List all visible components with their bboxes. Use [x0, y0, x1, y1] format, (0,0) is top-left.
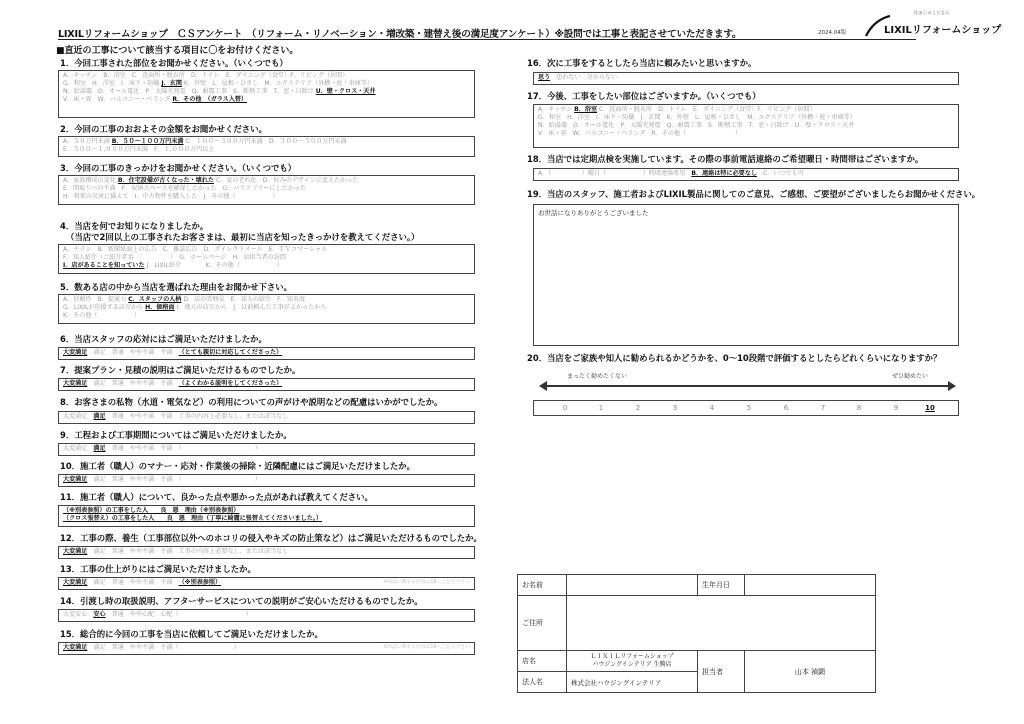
logo-tagline: 住まいのことなら [914, 10, 950, 15]
q13-comment: （※別表参照） [178, 579, 222, 586]
q9-selected[interactable]: 満足 [93, 445, 106, 452]
q1-selected-j[interactable]: J．玄関 [161, 80, 182, 87]
name-label: お名前 [518, 575, 567, 596]
q1-selected-r[interactable]: R．その他 （ガラス入替） [172, 96, 247, 103]
q13-options: 大変満足 満足 普通 やや不満 不満 （※別表参照） ※商品に関する内容は19へご記入下さい [58, 577, 475, 590]
customer-info-table [517, 574, 876, 693]
logo-text: LIXILリフォームショップ [884, 25, 1002, 36]
q5-label: 5．数ある店の中から当店を選ばれた理由をお聞かせ下さい。 [60, 282, 292, 292]
q4-options: A．チラシ B．新聞紙面上の広告 C．雑誌広告 D．ダイレクトメール E．ＴＶコマーシャル F．知人紹介（ご紹介者名 ） G．ホームページ H．店担当者の訪問 I．店があることを知っていた J．LIXIL紹介 K．その他（ ） [58, 244, 475, 274]
arrow-right-icon [948, 381, 956, 391]
q8-label: 8．お客さまの私物（水道・電気など）の利用についての声がけや説明などの配慮はいかがでしたか。 [60, 397, 443, 407]
q17-label: 17．今後、工事をしたい部位はございますか。（いくつでも） [527, 91, 761, 101]
q10-options: 大変満足 満足 普通 やや不満 不満 （ ） [58, 474, 475, 487]
q6-selected[interactable]: 大変満足 [63, 349, 88, 356]
q15-options: 大変満足 満足 普通 やや不満 不満（ ） ※商品に関する内容は19へご記入下さい [58, 642, 475, 655]
q18-options: A．（ ）曜日（ ）時頃連絡希望 B．連絡は特に必要なし C．いつでも可 [533, 168, 959, 181]
q2-options: A．５０万円未満 B．５０～１００万円未満 C．１００～３００万円未満 D．３００～５００万円未満 E．５００～１,０００万円未満 F．１,０００万円以上 [58, 136, 475, 157]
q6-options: 大変満足 満足 普通 やや不満 不満 （とても親切に対応してくださった） [58, 347, 475, 360]
shop-name: ＬＩＸＩＬリフォームショップ ハウジングインテリア 生駒店 [567, 651, 698, 672]
q11-row-2: （クロス張替え）の工事をした人 良 悪 理由（丁寧に綺麗に張替えてくださいました。） [63, 515, 322, 522]
scale-left-label: まったく勧めたくない [567, 373, 628, 380]
q13-label: 13．工事の仕上がりにはご満足いただけましたか。 [60, 564, 256, 574]
birth-field[interactable] [745, 575, 876, 596]
q7-options: 大変満足 満足 普通 やや不満 不満 （よくわかる説明をしてくださった） [58, 378, 475, 391]
q19-comment-text: お世話になりありがとうございました [538, 209, 649, 217]
q11-row-1: （※別表参照）の工事をした人 良 悪 理由（※別表参照） [63, 507, 240, 514]
corp-label: 法人名 [518, 672, 567, 693]
q16-selected[interactable]: 思う [538, 74, 551, 81]
q14-label: 14．引渡し時の取扱説明、アフターサービスについての説明がご安心いただけるものでしたか。 [60, 596, 423, 606]
q14-selected[interactable]: 安心 [93, 611, 106, 618]
q15-selected[interactable]: 大変満足 [63, 644, 88, 651]
q10-selected[interactable]: 大変満足 [63, 476, 88, 483]
address-field[interactable] [567, 596, 876, 651]
title-divider [58, 39, 916, 40]
lixil-logo [862, 8, 1002, 42]
q3-options: A．家族構成の変化 B．住宅設備が古くなった・壊れた C．家の老朽化 D．好みのデザインに変えたかった E．間取りへの不満 F．収納スペースを確保したかった G．バリアフリーにしたかった H．将来の災害に備えて I．中古物件を購入した J．その他（ ） [58, 175, 475, 205]
q11-options [58, 505, 475, 527]
q14-options: 大変安心 安心 普通 やや心配 心配（ ） [58, 609, 475, 622]
q8-options: 大変満足 満足 普通 やや不満 不満 工事の内容上必要なし、または該当なし [58, 411, 475, 424]
q18-label: 18．当店では定期点検を実施しています。その際の事前電話連絡のご希望曜日・時間帯はございますか。 [527, 154, 924, 164]
arrow-left-icon [539, 381, 547, 391]
version-date: 2024.04版 [818, 30, 847, 36]
shop-label: 店名 [518, 651, 567, 672]
q15-label: 15．総合的に今回の工事を当店に依頼してご満足いただけましたか。 [60, 629, 323, 639]
q8-selected[interactable]: 満足 [93, 413, 106, 420]
scale-option-8[interactable]: 8 [856, 404, 862, 412]
q12-label: 12．工事の際、養生（工事部位以外へのホコリの侵入やキズの防止策など）はご満足いただけるものでしたか。 [60, 533, 482, 543]
q9-label: 9．工程および工事期間についてはご満足いただけましたか。 [60, 430, 292, 440]
scale-option-10[interactable]: 10 [925, 404, 935, 412]
q11-label: 11．施工者（職人）について、良かった点や悪かった点があれば教えてください。 [60, 492, 373, 502]
q17-options: A．キッチン B．浴室 C．洗面所・脱衣所 D．トイレ E．ダイニング（食堂）F．リビング（居間） G．和室 H．洋室 I．床下・防蟻 J．玄関 K．外壁 L．屋根・ひさし M．エクステリア（外構・庭・車庫等） N．給湯器 O．オール電化 P．太陽光発電 Q．耐震工事 S．断熱工事 T．窓・日除け U．壁・クロス・天井 V．床・畳 W．バルコニー・ベランダ R．その他（ ） [533, 104, 959, 148]
q4-label: 4．当店を何でお知りになりましたか。 [60, 221, 209, 231]
nps-scale [533, 400, 959, 416]
intro-instruction: ■直近の工事について該当する項目に〇をお付けください。 [56, 46, 299, 56]
corp-name: 株式会社ハウジングインテリア [567, 672, 698, 693]
q18-selected[interactable]: B．連絡は特に必要なし [691, 170, 757, 177]
q19-comment-field[interactable] [533, 204, 959, 346]
q1-label: 1．今回工事された部位をお聞かせください。（いくつでも） [60, 58, 288, 68]
q19-label: 19．当店のスタッフ、施工者およびLIXIL製品に関してのご意見、ご感想、ご要望がございましたらお聞かせください。 [527, 189, 981, 199]
q16-options: 思う 思わない 分からない [533, 72, 959, 85]
scale-option-5[interactable]: 5 [746, 404, 752, 412]
address-label: ご住所 [518, 596, 567, 651]
staff-name: 山本 禎顕 [745, 651, 876, 693]
scale-option-6[interactable]: 6 [783, 404, 789, 412]
survey-title: LIXILリフォームショップ ＣＳアンケート （リフォーム・リノベーション・増改築・建替え後の満足度アンケート）※設問では工事と表記させていただきます。 [58, 29, 742, 40]
q7-comment: （よくわかる説明をしてくださった） [178, 380, 283, 387]
scale-right-label: ぜひ勧めたい [892, 373, 929, 380]
q10-label: 10．施工者（職人）のマナー・応対・作業後の掃除・近隣配慮にはご満足いただけましたか。 [60, 461, 416, 471]
scale-option-9[interactable]: 9 [893, 404, 899, 412]
q20-label: 20．当店をご家族や知人に勧められるかどうかを、0～10段階で評価するとしたらどれくらいになりますか？ [527, 353, 942, 363]
q3-selected[interactable]: B．住宅設備が古くなった・壊れた [117, 177, 214, 184]
scale-option-1[interactable]: 1 [598, 404, 604, 412]
q5-options: A．信頼性 B．提案力 C．スタッフの人柄 D．店の雰囲気 E．知人の紹介 F．知名度 G．LIXILが応援する店だから H．価格面 I．地元の店だから J．以前頼んだ工事がよかったから K．その他（ ） [58, 294, 475, 324]
scale-option-0[interactable]: 0 [562, 404, 568, 412]
scale-option-4[interactable]: 4 [709, 404, 715, 412]
scale-option-3[interactable]: 3 [672, 404, 678, 412]
q5-selected-c[interactable]: C．スタッフの人柄 [128, 296, 182, 303]
q4-sublabel: （当店で2回以上の工事されたお客さまは、最初に当店を知ったきっかけを教えてください。） [66, 232, 420, 242]
scale-option-2[interactable]: 2 [635, 404, 641, 412]
name-field[interactable] [567, 575, 698, 596]
scale-option-7[interactable]: 7 [820, 404, 826, 412]
q9-options: 大変満足 満足 普通 やや不満 不満 （ ） [58, 443, 475, 456]
q1-selected-u[interactable]: U．壁・クロス・天井 [315, 88, 376, 95]
q3-label: 3．今回の工事のきっかけをお聞かせください。（いくつでも） [60, 163, 297, 173]
q15-note: ※商品に関する内容は19へご記入下さい [383, 645, 470, 650]
scale-arrow-line [543, 385, 951, 387]
q6-comment: （とても親切に対応してくださった） [178, 349, 283, 356]
q12-selected[interactable]: 大変満足 [63, 548, 88, 555]
birth-label: 生年月日 [698, 575, 745, 596]
q12-options: 大変満足 満足 普通 やや不満 不満 工事の内容上必要なし、または該当なし [58, 546, 475, 559]
q17-selected[interactable]: B．浴室 [574, 106, 598, 113]
staff-label: 担当者 [698, 651, 745, 693]
q5-selected-h[interactable]: H．価格面 [145, 304, 175, 311]
q13-selected[interactable]: 大変満足 [63, 579, 88, 586]
q2-selected[interactable]: B．５０～１００万円未満 [111, 138, 184, 145]
q4-selected[interactable]: I．店があることを知っていた [63, 262, 145, 269]
q2-label: 2．今回の工事のおおよその金額をお聞かせください。 [60, 124, 267, 134]
q7-selected[interactable]: 大変満足 [63, 380, 88, 387]
q16-label: 16．次に工事をするとしたら当店に頼みたいと思いますか。 [527, 58, 757, 68]
q6-label: 6．当店スタッフの応対にはご満足いただけましたか。 [60, 334, 267, 344]
q13-note: ※商品に関する内容は19へご記入下さい [383, 580, 470, 585]
q1-options: A．キッチン B．浴室 C．洗面所・脱衣所 D．トイレ E．ダイニング（食堂）F．リビング（居間） G．和室 H．洋室 I．床下・防蟻 J．玄関 K．外壁 L．屋根・ひさし M．エクステリア（外構・庭・車庫等） N．給湯器 O．オール電化 P．太陽光発電 Q．耐震工事 S．断熱工事 T．窓・日除け U．壁・クロス・天井 V．床・畳 W．バルコニー・ベランダ R．その他 （ガラス入替） [58, 70, 475, 118]
q7-label: 7．提案プラン・見積の説明はご満足いただけるものでしたか。 [60, 365, 301, 375]
